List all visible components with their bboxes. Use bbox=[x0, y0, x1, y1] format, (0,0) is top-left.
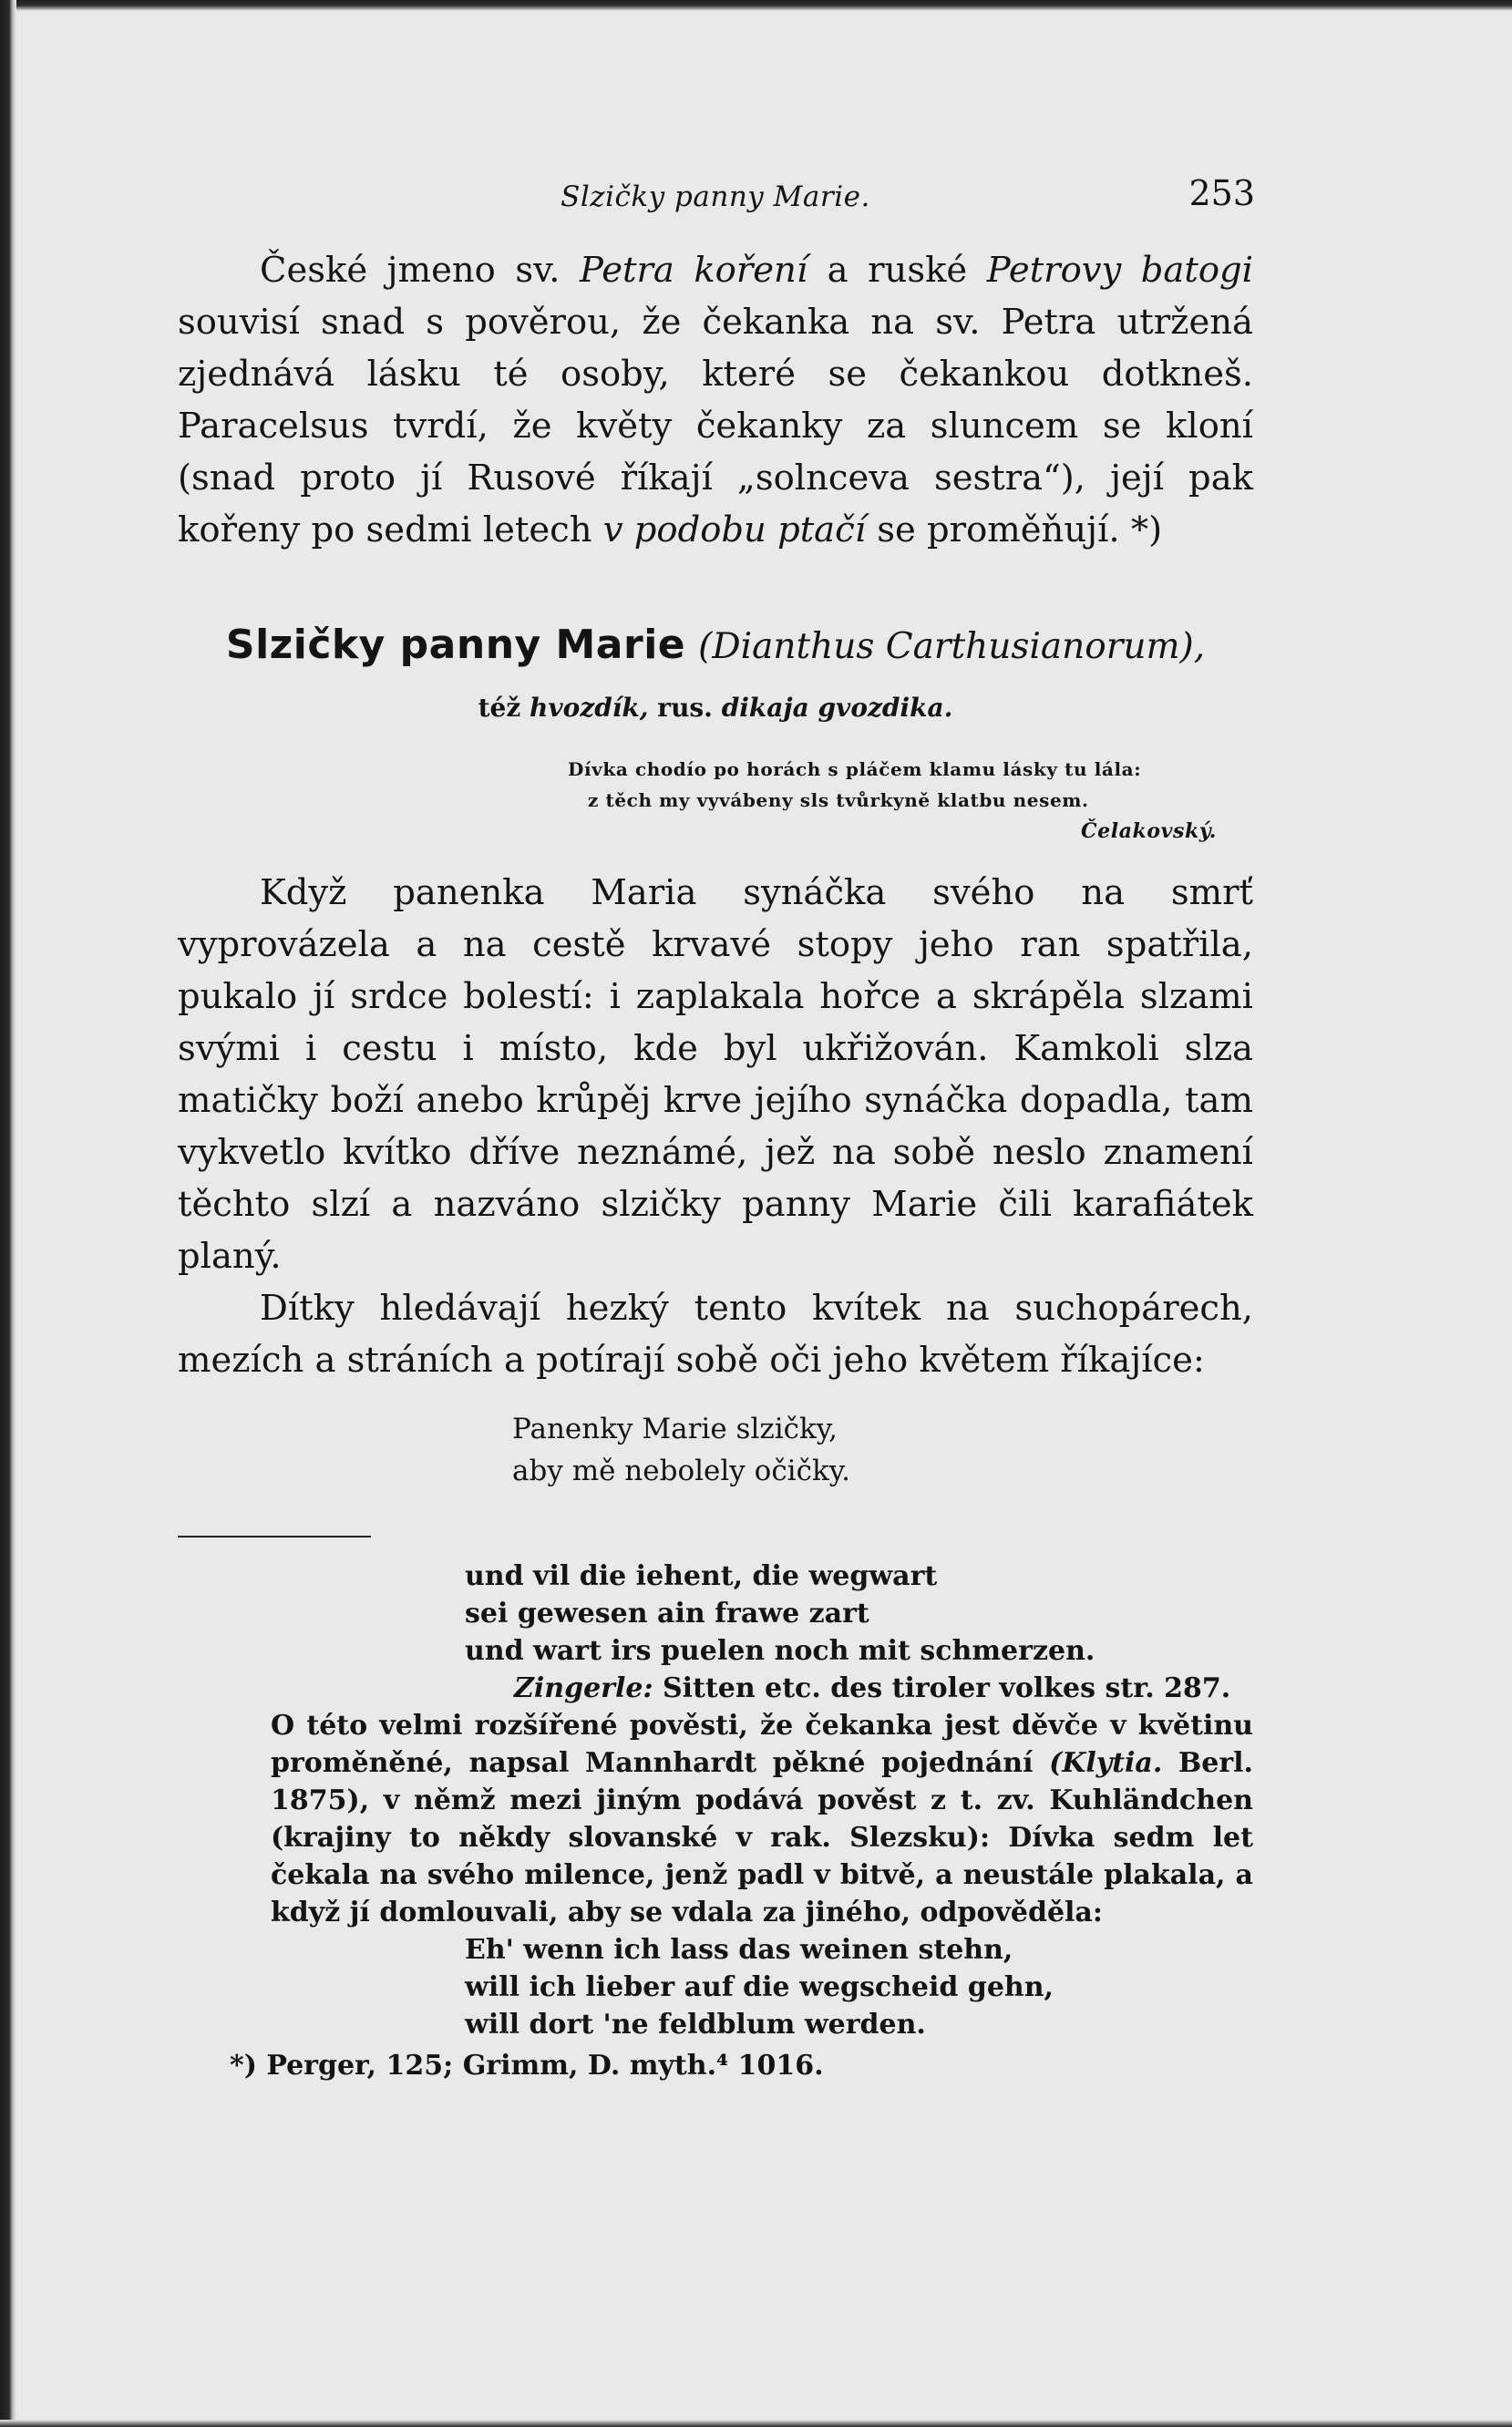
section-subheading: též hvozdík, rus. dikaja gvozdika. bbox=[478, 693, 953, 723]
note-paragraph: O této velmi rozšířené pověsti, že čekanka jest děvče v květinu proměněné, napsal Mannhardt pěkné pojednání (Klytia. Berl. 1875), v němž mezi jiným podává pověst z t. zv. Kuhländchen (krajiny to někdy slovanské v rak. Slezsku): Dívka sedm let čekala na svého milence, jenž padl v bitvě, a neustále plakala, a když jí domlouvali, aby se vdala za jiného, odpověděla: bbox=[271, 1710, 1253, 1928]
epigraph-line-1: Dívka chodío po horách s pláčem klamu lásky tu lála: bbox=[568, 758, 1142, 780]
page-content bbox=[178, 173, 1253, 2084]
epigraph-author: Čelakovský. bbox=[1081, 819, 1217, 843]
german-verse-1: und vil die iehent, die wegwart sei gewesen ain frawe zart und wart irs puelen noch mit schmerzen. bbox=[465, 1560, 1095, 1667]
scan-edge-left bbox=[0, 0, 16, 2427]
paragraph-children: Dítky hledávají hezký tento kvítek na suchopárech, mezích a stráních a potírají sobě oči jeho květem říkajíce: bbox=[178, 1288, 1253, 1381]
footnote-divider bbox=[178, 1536, 371, 1537]
running-head bbox=[178, 173, 1253, 224]
section-heading bbox=[178, 620, 1253, 673]
paragraph-petra-koreni: České jmeno sv. Petra koření a ruské Petrovy batogi souvisí snad s pověrou, že čekanka na sv. Petra utržená zjednává lásku té osoby, které se čekankou dotkneš. Paracelsus tvrdí, že květy čekanky za sluncem se kloní (snad proto jí Rusové říkají „solnceva sestra“), její pak kořeny po sedmi letech v podobu ptačí se proměňují. *) bbox=[178, 250, 1253, 550]
scan-edge-top bbox=[0, 0, 1512, 11]
rhyme-line-2: aby mě nebolely očičky. bbox=[512, 1455, 850, 1487]
page-number: 253 bbox=[1188, 173, 1255, 213]
running-title: Slzičky panny Marie. bbox=[561, 180, 870, 213]
epigraph bbox=[568, 754, 1224, 847]
rhyme-line-1: Panenky Marie slzičky, bbox=[512, 1413, 838, 1445]
footnote: *) Perger, 125; Grimm, D. myth.⁴ 1016. bbox=[230, 2050, 824, 2082]
german-verse-2: Eh' wenn ich lass das weinen stehn, will ich lieber auf die wegscheid gehn, will dort 'ne feldblum werden. bbox=[465, 1934, 1054, 2041]
citation-zingerle: Zingerle: Sitten etc. des tiroler volkes str. 287. bbox=[514, 1672, 1231, 1704]
section-latin-name: (Dianthus Carthusianorum), bbox=[698, 626, 1206, 667]
scan-edge-bottom bbox=[0, 2420, 1512, 2427]
paragraph-legend: Když panenka Maria synáčka svého na smrť vyprovázela a na cestě krvavé stopy jeho ran spatřila, pukalo jí srdce bolestí: i zaplakala hořce a skrápěla slzami svými i cestu i místo, kde byl ukřižován. Kamkoli slza matičky boží anebo krůpěj krve jejího synáčka dopadla, tam vykvetlo kvítko dříve neznámé, jež na sobě neslo znamení těchto slzí a nazváno slzičky panny Marie čili karafiátek planý. bbox=[178, 872, 1253, 1277]
section-title: Slzičky panny Marie bbox=[225, 622, 686, 668]
epigraph-line-2: z těch my vyvábeny sls tvůrkyně klatbu nesem. bbox=[588, 789, 1089, 811]
notes-block bbox=[178, 1558, 1253, 2084]
rhyme bbox=[512, 1408, 1253, 1492]
